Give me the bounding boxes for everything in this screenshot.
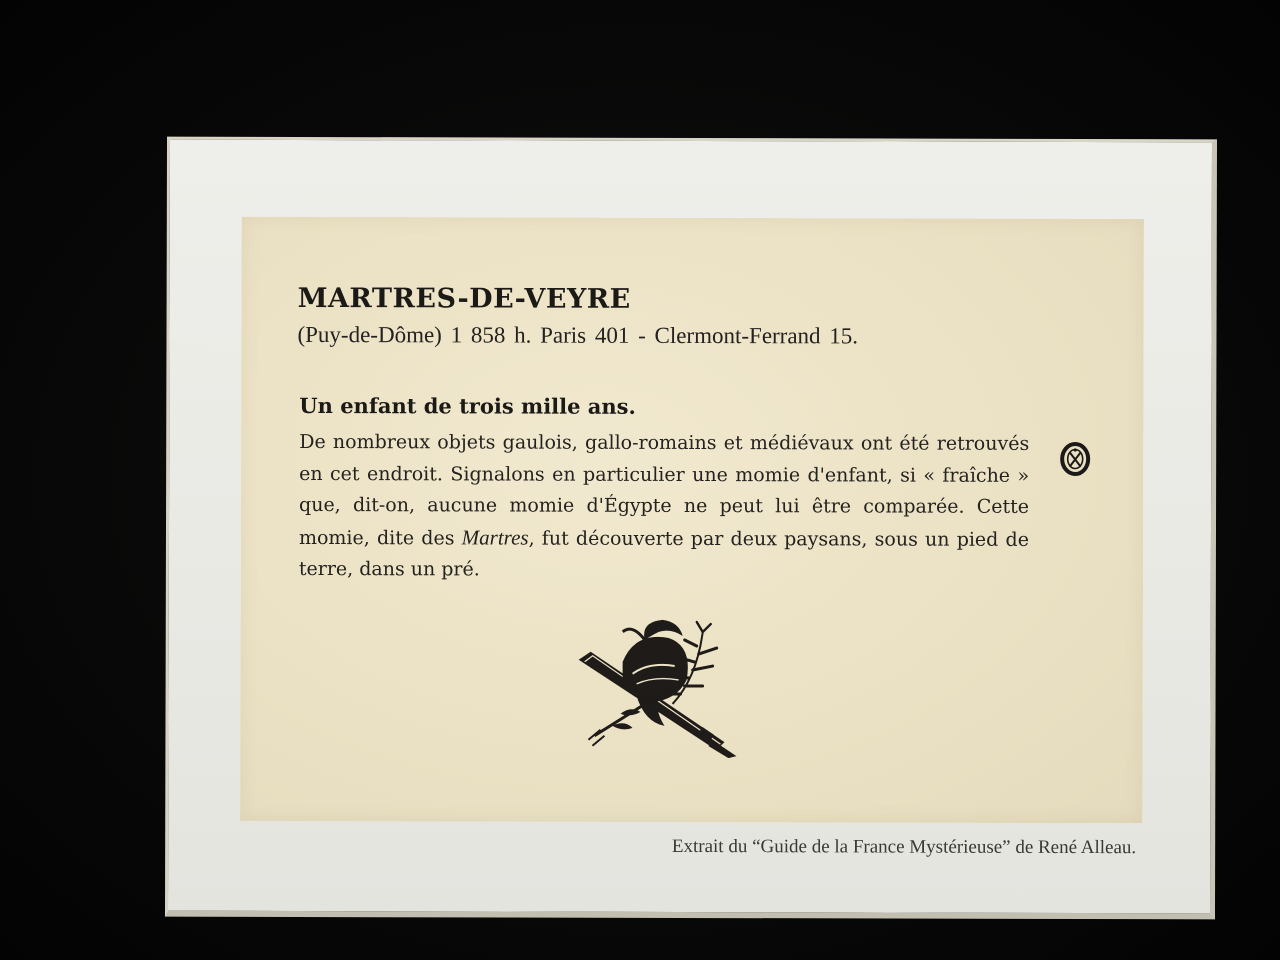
- entry-body: [299, 427, 1029, 587]
- white-mount-board: [165, 137, 1217, 920]
- place-heading: MARTRES-DE-VEYRE: [297, 282, 631, 315]
- source-caption: Extrait du “Guide de la France Mystérieuse” de René Alleau.: [671, 835, 1137, 859]
- entry-subtitle: Un enfant de trois mille ans.: [299, 392, 636, 419]
- body-text-italic: Martres: [461, 524, 529, 550]
- gallic-helmet-sword-vignette-icon: [574, 618, 744, 758]
- location-line: (Puy-de-Dôme) 1 858 h. Paris 401 - Clermont-Ferrand 15.: [297, 321, 859, 349]
- book-page-plate: [240, 217, 1144, 823]
- body-text-part-1: De nombreux objets gaulois, gallo-romains et médiévaux ont été retrouvés en cet endroit. Signalons en particulier une momie d'enfant, si « fraîche » que, dit-on, aucune momie d'Égypte ne peut lui être comparée. Cette momie, dite des: [298, 430, 1030, 549]
- body-text-part-2: , fut découverte par deux paysans, sous un pied de terre, dans un pré.: [298, 527, 1030, 581]
- circled-cross-symbol-icon: [1059, 441, 1091, 477]
